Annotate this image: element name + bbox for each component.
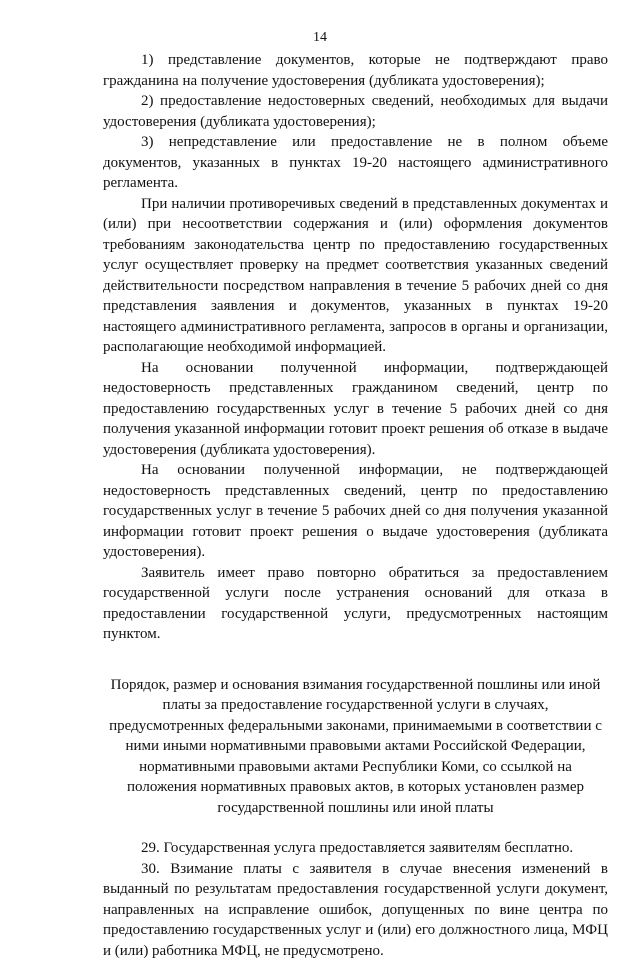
paragraph-item-1: 1) представление документов, которые не подтверждают право гражданина на получение удостоверения (дубликата удостоверения);: [103, 50, 608, 91]
paragraph-confirming-info: На основании полученной информации, подтверждающей недостоверность представленных гражданином сведений, центр по предоставлению государственных услуг в течение 5 рабочих дней со дня получения указанной информации готовит проект решения об отказе в выдаче удостоверения (дубликата удостоверения).: [103, 358, 608, 461]
section-heading: Порядок, размер и основания взимания государственной пошлины или иной платы за предоставление государственной услуги в случаях, предусмотренных федеральными законами, принимаемыми в соответствии с ними иными нормативными правовыми актами Российской Федерации, нормативными правовыми актами Республики Коми, со ссылкой на положения нормативных правовых актов, в которых установлен размер государственной пошлины или иной платы: [103, 675, 608, 819]
paragraph-non-confirming-info: На основании полученной информации, не подтверждающей недостоверность представленных сведений, центр по предоставлению государственных услуг в течение 5 рабочих дней со дня получения указанной информации готовит проект решения о выдаче удостоверения (дубликата удостоверения).: [103, 460, 608, 563]
paragraph-29: 29. Государственная услуга предоставляется заявителям бесплатно.: [103, 838, 608, 859]
paragraph-30: 30. Взимание платы с заявителя в случае внесения изменений в выданный по результатам предоставления государственной услуги документ, направленных на исправление ошибок, допущенных по вине центра по предоставлению государственных услуг и (или) его должностного лица, МФЦ и (или) работника МФЦ, не предусмотрено.: [103, 859, 608, 961]
paragraph-contradictory-info: При наличии противоречивых сведений в представленных документах и (или) при несоответствии содержания и (или) оформления документов требованиям законодательства центр по предоставлению государственных услуг осуществляет проверку на предмет соответствия указанных сведений действительности посредством направления в течение 5 рабочих дней со дня представления заявления и документов, указанных в пунктах 19-20 настоящего административного регламента, запросов в органы и организации, располагающие необходимой информацией.: [103, 194, 608, 358]
document-body: [103, 50, 608, 961]
paragraph-item-2: 2) предоставление недостоверных сведений, необходимых для выдачи удостоверения (дубликата удостоверения);: [103, 91, 608, 132]
page-number: 14: [0, 28, 640, 49]
paragraph-repeat-application: Заявитель имеет право повторно обратиться за предоставлением государственной услуги после устранения оснований для отказа в предоставлении государственной услуги, предусмотренных настоящим пунктом.: [103, 563, 608, 645]
paragraph-item-3: 3) непредставление или предоставление не в полном объеме документов, указанных в пунктах 19-20 настоящего административного регламента.: [103, 132, 608, 194]
